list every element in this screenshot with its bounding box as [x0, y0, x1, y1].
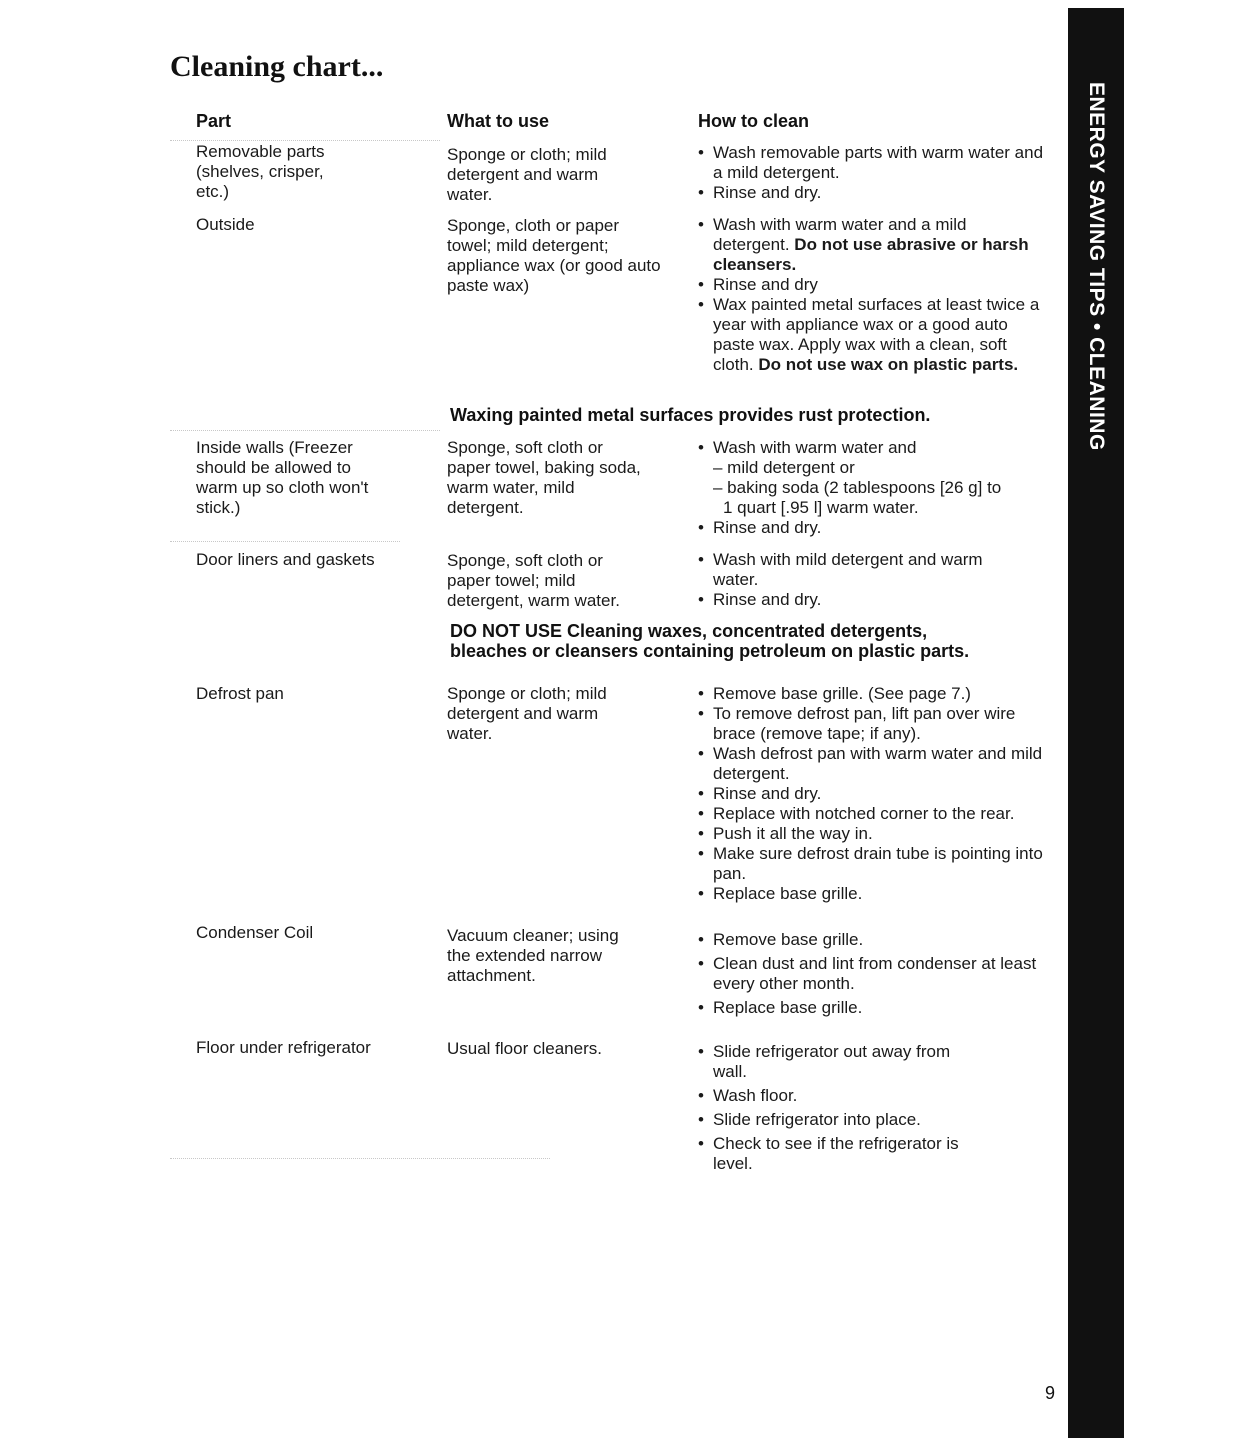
list-item: • Wash removable parts with warm water and a mild detergent. [698, 143, 1048, 183]
waxing-note: Waxing painted metal surfaces provides rust protection. [450, 405, 931, 425]
list-item: • Push it all the way in. [698, 824, 1060, 844]
do-not-use-note-line2: bleaches or cleansers containing petroleum on plastic parts. [450, 641, 970, 661]
what-defrost-pan: Sponge or cloth; mild detergent and warm water. [447, 684, 607, 743]
what-door-liners: Sponge, soft cloth or paper towel; mild detergent, warm water. [447, 551, 620, 610]
sub-item: – mild detergent or [713, 458, 855, 477]
part-defrost-pan: Defrost pan [196, 684, 284, 703]
list-item: • Make sure defrost drain tube is pointing into pan. [698, 844, 1060, 884]
how-inside-walls [698, 438, 1048, 538]
list-item: • Replace base grille. [698, 998, 1043, 1018]
list-item [698, 438, 1048, 518]
column-header-what-to-use: What to use [447, 111, 549, 131]
divider [170, 541, 400, 542]
list-item: • Check to see if the refrigerator is level. [698, 1134, 968, 1174]
do-not-use-note-line1: DO NOT USE Cleaning waxes, concentrated detergents, [450, 621, 928, 641]
page-number: 9 [1045, 1383, 1056, 1403]
list-item: • Remove base grille. (See page 7.) [698, 684, 1060, 704]
column-header-part: Part [196, 111, 232, 131]
list-item-text: Wax painted metal surfaces at least twice a year with appliance wax or a good auto paste wax. Apply wax with a clean, soft cloth. [713, 295, 1040, 374]
list-item: • Clean dust and lint from condenser at least every other month. [698, 954, 1043, 994]
how-floor [698, 1042, 968, 1174]
list-item: • Wash floor. [698, 1086, 968, 1106]
how-outside [698, 215, 1043, 375]
divider [170, 1158, 550, 1159]
list-item: • Remove base grille. [698, 930, 1043, 950]
warning-text: Do not use abrasive or harsh cleansers. [713, 235, 1029, 274]
list-item: • Slide refrigerator into place. [698, 1110, 968, 1130]
section-sidebar [1068, 8, 1124, 1438]
part-removable-parts: Removable parts (shelves, crisper, etc.) [196, 142, 325, 201]
list-item: • Rinse and dry [698, 275, 1043, 295]
what-removable-parts: Sponge or cloth; mild detergent and warm water. [447, 145, 607, 204]
sidebar-label: ENERGY SAVING TIPS • CLEANING [1085, 82, 1108, 451]
part-outside: Outside [196, 215, 255, 234]
how-removable-parts [698, 143, 1048, 203]
sub-item: 1 quart [.95 l] warm water. [723, 498, 919, 517]
how-defrost-pan [698, 684, 1060, 904]
list-item: • Replace with notched corner to the rear. [698, 804, 1060, 824]
what-outside: Sponge, cloth or paper towel; mild detergent; appliance wax (or good auto paste wax) [447, 216, 661, 295]
page-title: Cleaning chart... [170, 50, 384, 83]
list-item: • Rinse and dry. [698, 590, 1028, 610]
part-inside-walls: Inside walls (Freezer should be allowed to warm up so cloth won't stick.) [196, 438, 369, 517]
list-item-text: Wash with warm water and [713, 438, 917, 457]
divider [170, 430, 440, 431]
list-item: • Rinse and dry. [698, 784, 1060, 804]
part-door-liners: Door liners and gaskets [196, 550, 375, 569]
list-item: • Slide refrigerator out away from wall. [698, 1042, 968, 1082]
list-item [698, 295, 1043, 375]
what-condenser-coil: Vacuum cleaner; using the extended narrow attachment. [447, 926, 619, 985]
warning-text: Do not use wax on plastic parts. [758, 355, 1019, 374]
what-floor: Usual floor cleaners. [447, 1039, 602, 1058]
how-condenser-coil [698, 930, 1043, 1018]
list-item: • Replace base grille. [698, 884, 1060, 904]
what-inside-walls: Sponge, soft cloth or paper towel, baking soda, warm water, mild detergent. [447, 438, 641, 517]
list-item: • Wash with mild detergent and warm water. [698, 550, 1028, 590]
part-floor: Floor under refrigerator [196, 1038, 371, 1057]
list-item [698, 215, 1043, 275]
list-item: • To remove defrost pan, lift pan over wire brace (remove tape; if any). [698, 704, 1060, 744]
part-condenser-coil: Condenser Coil [196, 923, 314, 942]
how-door-liners [698, 550, 1028, 610]
list-item: • Rinse and dry. [698, 183, 1048, 203]
sub-item: – baking soda (2 tablespoons [26 g] to [713, 478, 1002, 497]
list-item: • Wash defrost pan with warm water and mild detergent. [698, 744, 1060, 784]
list-item-text: Wash with warm water and a mild detergent. [713, 215, 967, 254]
divider [170, 140, 440, 141]
column-header-how-to-clean: How to clean [698, 111, 810, 131]
list-item: • Rinse and dry. [698, 518, 1048, 538]
